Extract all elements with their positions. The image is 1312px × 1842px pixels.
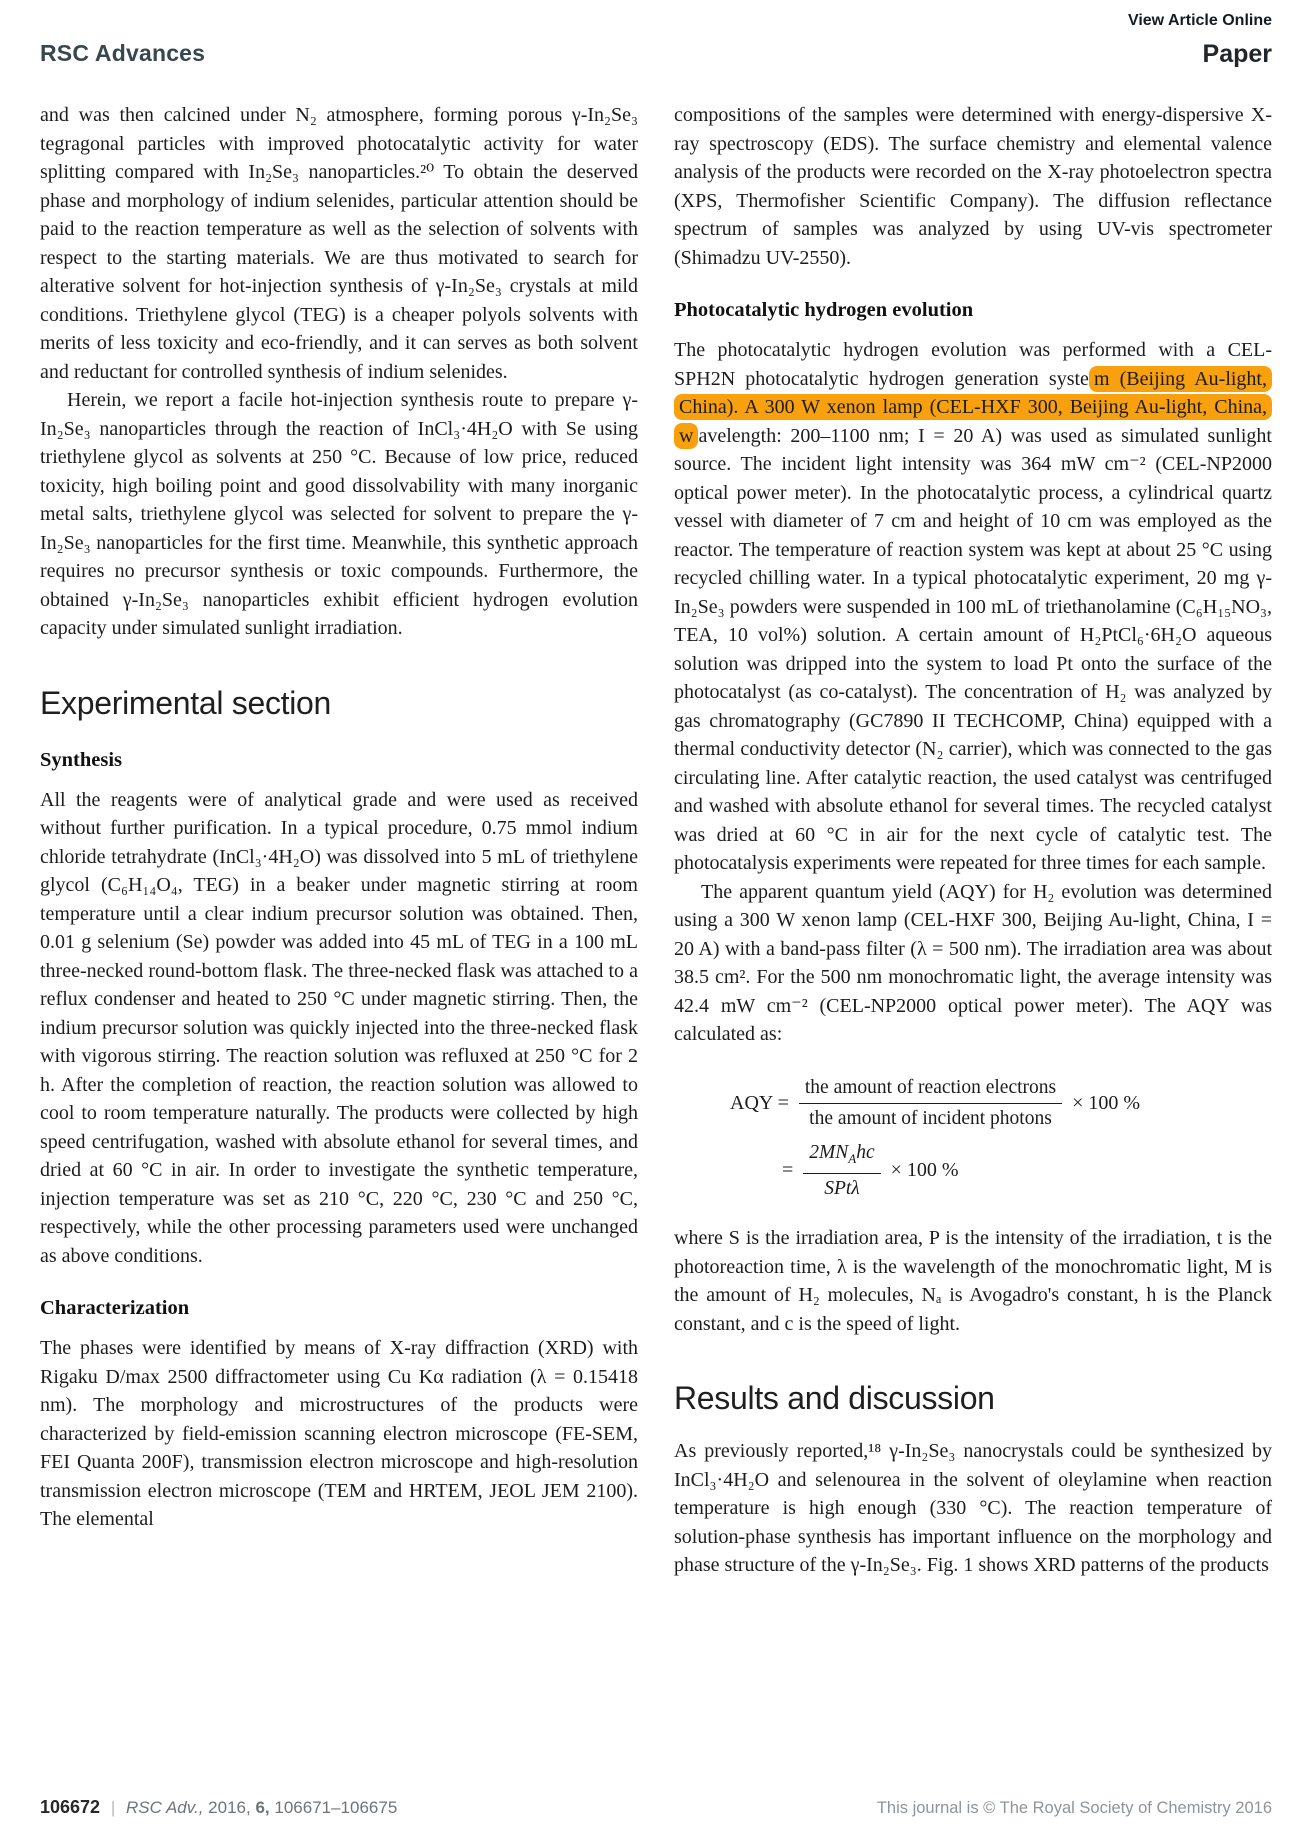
subsection-heading-characterization: Characterization xyxy=(40,1297,190,1319)
subsection-heading-synthesis: Synthesis xyxy=(40,748,123,771)
paragraph-intro-continued: and was then calcined under N₂ atmosphere, forming porous γ-In₂Se₃ tegragonal particles with improved photocatalytic activity for water splitting compared with In₂Se₃ nanoparticles.²⁰ To obtain the deserved phase and morphology of indium selenides, particular attention should be paid to the reaction temperature as well as the selection of solvents with respect to the starting materials. We are thus motivated to search for alterative solvent for hot-injection synthesis of γ-In₂Se₃ crystals at mild conditions. Triethylene glycol (TEG) is a cheaper polyols solvents with merits of less toxicity and eco-friendly, and it can serves as both solvent and reductant for controlled synthesis of indium selenides. xyxy=(40,104,638,383)
fraction-1-numerator: the amount of reaction electrons xyxy=(799,1075,1062,1104)
subsection-heading-photocatalytic: Photocatalytic hydrogen evolution xyxy=(674,299,974,321)
paragraph-characterization-continued: compositions of the samples were determined with energy-dispersive X-ray spectroscopy (EDS). The surface chemistry and elemental valence analysis of the products were recorded on the X-ray photoelectron spectra (XPS, Thermofisher Scientific Company). The diffusion reflectance spectrum of samples was analyzed by using UV-vis spectrometer (Shimadzu UV-2550). xyxy=(674,104,1272,269)
photo-para-pre: The photocatalytic hydrogen evolution was performed with a CEL-SPH2N photocatalytic hydrogen generation syste xyxy=(674,339,1272,390)
journal-name: RSC Advances xyxy=(40,40,206,66)
equation-lhs: AQY = xyxy=(730,1091,789,1114)
photo-para-post: avelength: 200–1100 nm; I = 20 A) was used as simulated sunlight source. The incident light intensity was 364 mW cm⁻² (CEL-NP2000 optical power meter). In the photocatalytic process, a cylindrical quartz vessel with diameter of 7 cm and height of 10 cm was employed as the reactor. The temperature of reaction system was kept at about 25 °C using recycled chilling water. In a typical photocatalytic experiment, 20 mg γ-In₂Se₃ powders were suspended in 100 mL of triethanolamine (C₆H₁₅NO₃, TEA, 10 vol%) solution. A certain amount of H₂PtCl₆·6H₂O aqueous solution was dripped into the system to load Pt onto the surface of the photocatalyst (as co-catalyst). The concentration of H₂ was analyzed by gas chromatography (GC7890 II TECHCOMP, China) equipped with a thermal conductivity detector (N₂ carrier), which was connected to the gas circulating line. After catalytic reaction, the used catalyst was centrifuged and washed with absolute ethanol for several times. The recycled catalyst was dried at 60 °C in air for the next cycle of catalytic test. The photocatalysis experiments were repeated for three times for each sample. xyxy=(674,424,1272,874)
equation-line-2 xyxy=(782,1140,1272,1203)
article-type-label: Paper xyxy=(1202,40,1272,68)
highlighted-text: m (Beijing Au-light, China). A 300 W xenon lamp (CEL-HXF 300, Beijing Au-light, China, w xyxy=(674,366,1272,449)
two-column-body xyxy=(40,101,1272,1580)
section-heading-results: Results and discussion xyxy=(674,1380,995,1417)
fraction-2-num-subscript: A xyxy=(848,1150,857,1166)
page-header xyxy=(40,0,1272,69)
footer-separator: | xyxy=(110,1798,116,1817)
equation-multiplier-1: × 100 % xyxy=(1072,1091,1141,1114)
paragraph-synthesis: All the reagents were of analytical grade and were used as received without further purification. In a typical procedure, 0.75 mmol indium chloride tetrahydrate (InCl₃·4H₂O) was dissolved into 5 mL of triethylene glycol (C₆H₁₄O₄, TEG) in a beaker under magnetic stirring at room temperature until a clear indium precursor solution was obtained. Then, 0.01 g selenium (Se) powder was added into 45 mL of TEG in a 100 mL three-necked round-bottom flask. The three-necked flask was attached to a reflux condenser and heated to 250 °C under magnetic stirring. Then, the indium precursor solution was quickly injected into the three-necked flask with vigorous stirring. The reaction solution was refluxed at 250 °C for 2 h. After the completion of reaction, the reaction solution was allowed to cool to room temperature naturally. The products were collected by high speed centrifugation, washed with absolute ethanol for several times, and dried at 60 °C in air. In order to investigate the synthetic temperature, injection temperature was set as 210 °C, 220 °C, 230 °C and 250 °C, respectively, while the other processing parameters used were unchanged as above conditions. xyxy=(40,788,638,1267)
view-article-online-link[interactable]: View Article Online xyxy=(1127,12,1272,29)
footer-journal-abbrev: RSC Adv., xyxy=(125,1798,204,1817)
paragraph-where: where S is the irradiation area, P is the intensity of the irradiation, t is the photoreaction time, λ is the wavelength of the monochromatic light, M is the amount of H₂ molecules, Nₐ is Avogadro's constant, h is the Planck constant, and c is the speed of light. xyxy=(674,1227,1272,1335)
equation-multiplier-2: × 100 % xyxy=(890,1159,959,1182)
footer-page-number: 106672 xyxy=(40,1797,101,1817)
paragraph-photocatalytic xyxy=(674,336,1272,878)
footer-copyright: This journal is © The Royal Society of Chemistry 2016 xyxy=(876,1799,1272,1817)
left-column xyxy=(40,101,638,1580)
section-heading-experimental: Experimental section xyxy=(40,684,332,721)
footer-page-range: 106671–106675 xyxy=(274,1798,398,1817)
fraction-2-num-post: hc xyxy=(856,1141,875,1163)
paragraph-results: As previously reported,¹⁸ γ-In₂Se₃ nanocrystals could be synthesized by InCl₃·4H₂O and selenourea in the solvent of oleylamine when reaction temperature is high enough (330 °C). The reaction temperature of solution-phase synthesis has important influence on the morphology and phase structure of the γ-In₂Se₃. Fig. 1 shows XRD patterns of the products xyxy=(674,1440,1272,1577)
footer-year: 2016, xyxy=(208,1798,251,1817)
footer-volume: 6, xyxy=(255,1798,270,1817)
fraction-1 xyxy=(799,1075,1062,1132)
equation-equals-2: = xyxy=(782,1159,794,1182)
fraction-2 xyxy=(803,1140,880,1203)
fraction-1-denominator: the amount of incident photons xyxy=(809,1107,1052,1129)
paragraph-characterization: The phases were identified by means of X-ray diffraction (XRD) with Rigaku D/max 2500 diffractometer using Cu Kα radiation (λ = 0.15418 nm). The morphology and microstructures of the products were characterized by field-emission scanning electron microscope (FE-SEM, FEI Quanta 200F), transmission electron microscope and high-resolution transmission electron microscope (TEM and HRTEM, JEOL JEM 2100). The elemental xyxy=(40,1337,638,1530)
fraction-2-numerator xyxy=(803,1140,880,1175)
right-column xyxy=(674,101,1272,1580)
header-right xyxy=(1128,12,1272,69)
equation-line-1 xyxy=(730,1075,1272,1132)
page-footer xyxy=(40,1797,1272,1818)
fraction-2-denominator: SPtλ xyxy=(824,1178,860,1200)
paragraph-aqy: The apparent quantum yield (AQY) for H₂ evolution was determined using a 300 W xenon lamp (CEL-HXF 300, Beijing Au-light, China, I = 20 A) with a band-pass filter (λ = 500 nm). The irradiation area was about 38.5 cm². For the 500 nm monochromatic light, the average intensity was 42.4 mW cm⁻² (CEL-NP2000 optical power meter). The AQY was calculated as: xyxy=(674,880,1272,1045)
fraction-2-num-pre: 2MN xyxy=(809,1141,849,1163)
aqy-equation xyxy=(674,1075,1272,1203)
paragraph-herein: Herein, we report a facile hot-injection synthesis route to prepare γ-In₂Se₃ nanoparticles through the reaction of InCl₃·4H₂O with Se using triethylene glycol as solvents at 250 °C. Because of low price, reduced toxicity, high boiling point and good dissolvability with many inorganic metal salts, triethylene glycol was selected for solvent to prepare the γ-In₂Se₃ nanoparticles for the first time. Meanwhile, this synthetic approach requires no precursor synthesis or toxic compounds. Furthermore, the obtained γ-In₂Se₃ nanoparticles exhibit efficient hydrogen evolution capacity under simulated sunlight irradiation. xyxy=(40,389,638,639)
footer-citation xyxy=(40,1797,397,1818)
